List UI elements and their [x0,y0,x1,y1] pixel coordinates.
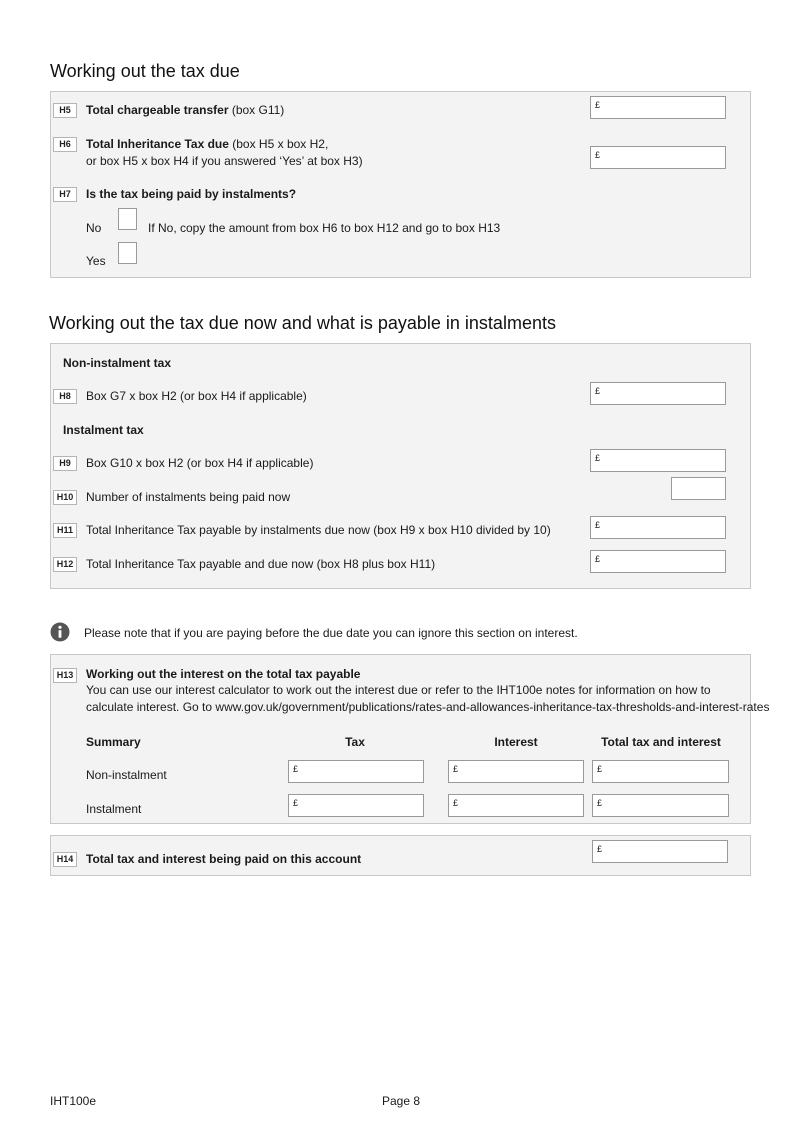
non-instalment-total-field[interactable] [592,760,729,783]
h6-amount-field[interactable] [590,146,726,169]
h5-amount-field[interactable] [590,96,726,119]
col-header-interest: Interest [494,735,538,749]
h8-amount-field[interactable] [590,382,726,405]
h7-no-note: If No, copy the amount from box H6 to box H12 and go to box H13 [148,221,501,235]
tax-due-panel [50,91,751,278]
box-code-h6: H6 [53,137,77,152]
non-instalment-heading: Non-instalment tax [63,356,172,370]
h11-amount-field[interactable] [590,516,726,539]
col-header-total: Total tax and interest [601,735,721,749]
col-header-summary: Summary [86,735,141,749]
box-code-h9: H9 [53,456,77,471]
total-panel [50,835,751,876]
h9-amount-field[interactable] [590,449,726,472]
box-code-h11: H11 [53,523,77,538]
currency-symbol: £ [595,453,601,463]
row-label-non-instalment: Non-instalment [86,768,167,782]
h7-no-label: No [86,221,102,235]
currency-symbol: £ [595,150,601,160]
h14-label: Total tax and interest being paid on this account [86,852,362,866]
h10-number-field[interactable] [671,477,726,500]
h6-label-rest: (box H5 x box H2, [228,137,329,151]
currency-symbol: £ [597,798,603,808]
page-number: Page 8 [382,1094,421,1108]
instalments-panel [50,343,751,589]
currency-symbol: £ [597,844,603,854]
currency-symbol: £ [595,386,601,396]
interest-note: Please note that if you are paying before the due date you can ignore this section on interest. [84,626,578,640]
box-code-h5: H5 [53,103,77,118]
h9-label: Box G10 x box H2 (or box H4 if applicable) [86,456,314,470]
col-header-tax: Tax [345,735,365,749]
h5-label-bold: Total chargeable transfer [86,103,229,117]
instalment-interest-field[interactable] [448,794,584,817]
non-instalment-interest-field[interactable] [448,760,584,783]
h7-no-checkbox[interactable] [118,208,137,230]
box-code-h7: H7 [53,187,77,202]
instalment-tax-field[interactable] [288,794,424,817]
currency-symbol: £ [293,798,299,808]
currency-symbol: £ [595,520,601,530]
currency-symbol: £ [293,764,299,774]
section-title-instalments: Working out the tax due now and what is payable in instalments [49,313,556,333]
box-code-h10: H10 [53,490,77,505]
section-title-tax-due: Working out the tax due [50,61,240,81]
h13-description-line1: You can use our interest calculator to work out the interest due or refer to the IHT100e notes for information on how to [86,683,711,697]
h7-yes-label: Yes [86,254,106,268]
h12-amount-field[interactable] [590,550,726,573]
box-code-h8: H8 [53,389,77,404]
box-code-h13: H13 [53,668,77,683]
h7-yes-checkbox[interactable] [118,242,137,264]
currency-symbol: £ [595,100,601,110]
interest-panel [50,654,770,824]
info-icon [50,622,70,642]
row-label-instalment: Instalment [86,802,142,816]
h14-amount-field[interactable] [592,840,728,863]
box-code-h12: H12 [53,557,77,572]
h12-label: Total Inheritance Tax payable and due now (box H8 plus box H11) [86,557,436,571]
h5-label [86,102,284,118]
currency-symbol: £ [597,764,603,774]
instalment-total-field[interactable] [592,794,729,817]
instalment-heading: Instalment tax [63,423,144,437]
form-code: IHT100e [50,1094,97,1108]
h11-label: Total Inheritance Tax payable by instalments due now (box H9 x box H10 divided by 10) [86,523,551,537]
h6-label-bold: Total Inheritance Tax due [86,137,229,151]
h7-question: Is the tax being paid by instalments? [86,187,297,201]
currency-symbol: £ [453,798,459,808]
h13-description-line2: calculate interest. Go to www.gov.uk/government/publications/rates-and-allowances-inheritance-tax-thresholds-and-interest-rates [86,700,770,714]
h8-label: Box G7 x box H2 (or box H4 if applicable) [86,389,307,403]
h6-label [86,136,328,152]
h13-title: Working out the interest on the total tax payable [86,667,361,681]
h10-label: Number of instalments being paid now [86,490,291,504]
currency-symbol: £ [453,764,459,774]
box-code-h14: H14 [53,852,77,867]
h5-label-rest: (box G11) [228,103,285,117]
currency-symbol: £ [595,554,601,564]
non-instalment-tax-field[interactable] [288,760,424,783]
h6-label-line2: or box H5 x box H4 if you answered ‘Yes’ at box H3) [86,154,363,168]
